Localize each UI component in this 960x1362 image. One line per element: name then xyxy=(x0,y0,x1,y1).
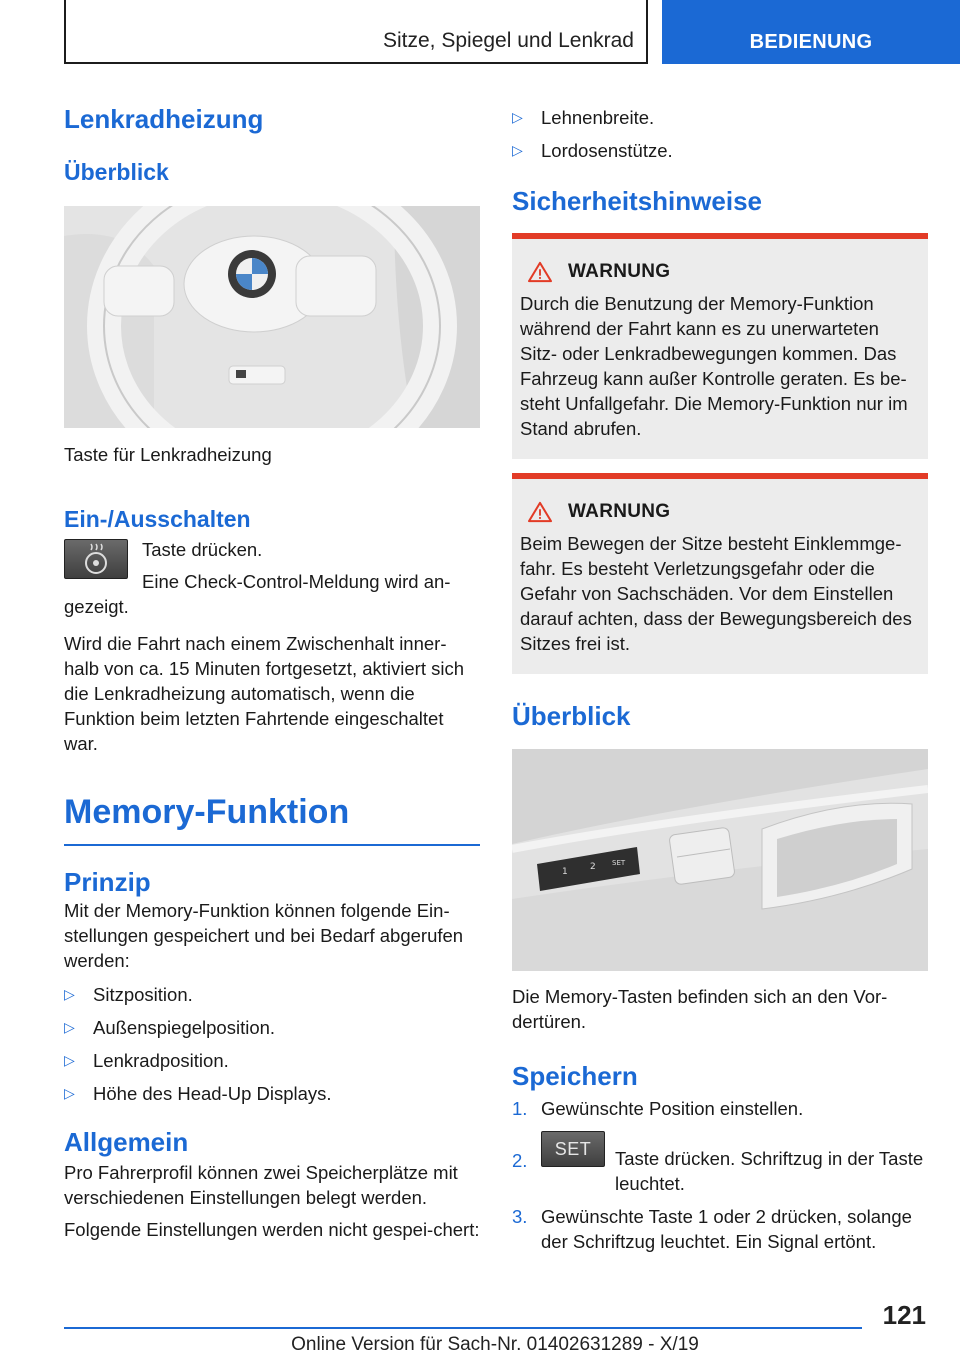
set-button xyxy=(541,1131,605,1167)
list-item xyxy=(512,1204,928,1254)
warning-label: WARNUNG xyxy=(568,261,671,282)
door-memory-buttons-image xyxy=(512,749,928,971)
list-item: ▷ Lordosenstütze. xyxy=(512,140,673,161)
chapter-title: Sitze, Spiegel und Lenkrad xyxy=(382,29,634,52)
memory-button-2-label: 2 xyxy=(590,862,596,872)
list-marker-icon: ▷ xyxy=(64,1085,75,1101)
paragraph-allgemein-1: Pro Fahrerprofil können zwei Speicherplätze mit verschiedenen Einstellungen belegt werden. xyxy=(64,1162,458,1208)
list-item: ▷ Höhe des Head-Up Displays. xyxy=(64,1083,332,1104)
heading-sicherheitshinweise: Sicherheitshinweise xyxy=(512,186,762,216)
list-marker-icon: ▷ xyxy=(512,142,523,158)
set-button-label: SET xyxy=(554,1139,592,1159)
heading-einausschalten: Ein-/Ausschalten xyxy=(64,506,251,532)
step-text: Gewünschte Position einstellen. xyxy=(541,1098,804,1119)
paragraph-allgemein-2: Folgende Einstellungen werden nicht gespei-chert: xyxy=(64,1219,480,1240)
image-caption-steering: Taste für Lenkradheizung xyxy=(64,444,272,465)
heading-ueberblick: Überblick xyxy=(64,159,169,185)
list-item: ▷ Sitzposition. xyxy=(64,984,193,1005)
heading-lenkradheizung: Lenkradheizung xyxy=(64,104,264,134)
list-item: ▷ Lehnenbreite. xyxy=(512,107,655,128)
online-version-note: Online Version für Sach-Nr. 01402631289 - X/19 xyxy=(291,1334,699,1355)
warning-box-2 xyxy=(512,473,928,674)
heated-steering-wheel-icon xyxy=(65,540,127,578)
right-column xyxy=(512,96,928,1262)
header-rule-left xyxy=(64,0,66,64)
step-text: Taste drücken. Schriftzug in der Taste leuchtet. xyxy=(615,1148,924,1194)
steering-wheel-image xyxy=(64,206,480,428)
paragraph-prinzip: Mit der Memory-Funktion können folgende Ein-stellungen gespeichert und bei Bedarf abgerufen werden: xyxy=(64,900,464,971)
warning-label: WARNUNG xyxy=(568,501,671,522)
page-header xyxy=(0,0,960,66)
image-caption-door: Die Memory-Tasten befinden sich an den Vor-dertüren. xyxy=(512,986,888,1032)
heading-memory-funktion: Memory-Funktion xyxy=(64,793,350,831)
paragraph-fahrt: Wird die Fahrt nach einem Zwischenhalt inner-halb von ca. 15 Minuten fortgesetzt, aktiviert sich die Lenkradheizung automatisch, wenn die Funktion beim letzten Fahrtende eingeschaltet war. xyxy=(64,633,465,754)
heading-ueberblick-memory: Überblick xyxy=(512,701,631,731)
list-prinzip xyxy=(64,982,480,1106)
warning-title xyxy=(520,501,918,523)
list-item: ▷ Außenspiegelposition. xyxy=(64,1017,276,1038)
list-marker-icon: ▷ xyxy=(64,1019,75,1035)
taste-druecken-text: Taste drücken. xyxy=(142,539,263,560)
page-number: 121 xyxy=(882,1300,926,1330)
door-panel-illustration xyxy=(512,749,928,971)
memory-button-set-label: SET xyxy=(612,859,626,867)
heated-steering-wheel-button xyxy=(64,539,128,579)
step-number: 1. xyxy=(512,1098,528,1119)
left-column xyxy=(64,96,480,1242)
section-tab: BEDIENUNG xyxy=(662,0,960,64)
header-rule-right xyxy=(646,0,648,64)
steering-wheel-illustration xyxy=(64,206,480,428)
list-speichern-steps xyxy=(512,1096,928,1254)
memory-button-1-label: 1 xyxy=(562,867,568,877)
step-number: 2. xyxy=(512,1150,528,1171)
warning-text: Beim Bewegen der Sitze besteht Einklemmge-fahr. Es besteht Verletzungsgefahr oder die Gefahr von Sachschäden. Vor dem Einstellen darauf achten, dass der Bewegungsbereich des Sitzes frei ist. xyxy=(520,533,912,654)
warning-title xyxy=(520,261,918,283)
header-rule-bottom xyxy=(64,62,648,64)
list-not-saved xyxy=(512,105,928,163)
list-item xyxy=(512,1096,928,1121)
step-number: 3. xyxy=(512,1206,528,1227)
heading-prinzip: Prinzip xyxy=(64,867,151,897)
footer-rule xyxy=(64,1327,862,1329)
heading-allgemein: Allgemein xyxy=(64,1127,189,1157)
warning-triangle-icon xyxy=(526,501,554,523)
warning-text: Durch die Benutzung der Memory-Funktion während der Fahrt kann es zu unerwarteten Sitz- oder Lenkradbewegungen kommen. Das Fahrzeug kann außer Kontrolle geraten. Es be-steht Unfallgefahr. Die Memory-Funktion nur im Stand abrufen. xyxy=(520,293,908,439)
check-control-text: Eine Check-Control-Meldung wird an-gezeigt. xyxy=(64,571,451,617)
ein-aus-block xyxy=(64,537,480,619)
heading-speichern: Speichern xyxy=(512,1061,638,1091)
list-item xyxy=(512,1129,928,1196)
list-marker-icon: ▷ xyxy=(64,1052,75,1068)
step-text: Gewünschte Taste 1 oder 2 drücken, solange der Schriftzug leuchtet. Ein Signal ertönt. xyxy=(541,1206,912,1252)
list-marker-icon: ▷ xyxy=(64,986,75,1002)
warning-box-1 xyxy=(512,233,928,459)
list-item: ▷ Lenkradposition. xyxy=(64,1050,229,1071)
memory-heading-rule xyxy=(64,844,480,846)
list-marker-icon: ▷ xyxy=(512,109,523,125)
warning-triangle-icon xyxy=(526,261,554,283)
